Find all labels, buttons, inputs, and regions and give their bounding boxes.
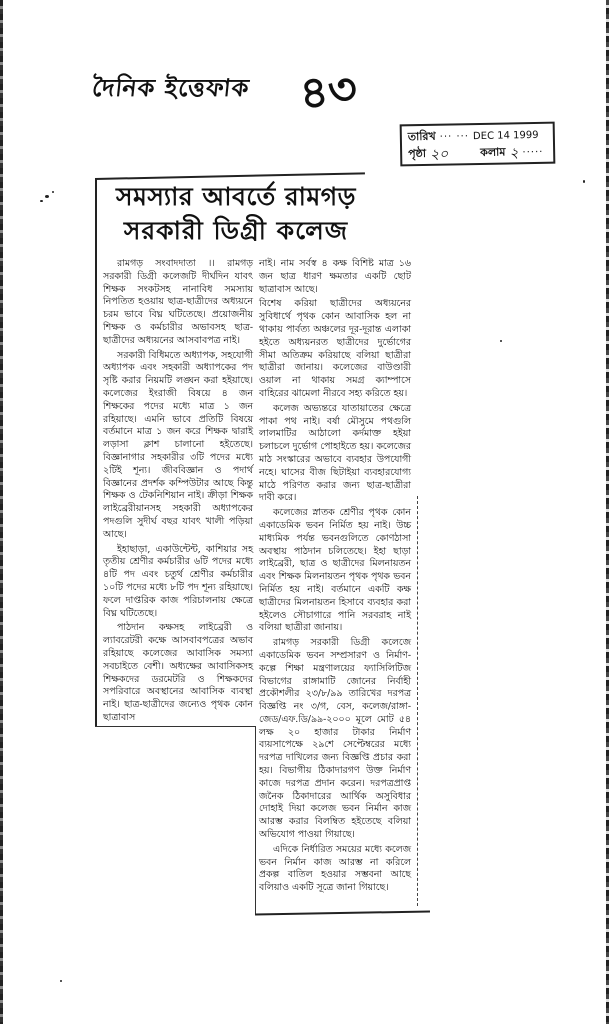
paragraph: সরকারী বিধিমতে অধ্যাপক, সহযোগী অধ্যাপক এবং সহকারী অধ্যাপকের পদ সৃষ্টি করার নিয়মটি লঙ্ঘন করা হইয়াছে। কলেজের ইংরাজী বিষয়ে ৪ জন শিক্ষকের পদের মধ্যে মাত্র ১ জন রহিয়াছে। এমনি ভাবে প্রতিটি বিষয়ে বর্তমানে মাত্র ১ জন করে শিক্ষক দ্বারাই লড়াসা ক্লাশ চালানো হইতেছে। বিজ্ঞানাগার সহকারীর ৩টি পদের মধ্যে ২টিই শূন্য। জীববিজ্ঞান ও পদার্থ বিজ্ঞানের প্রদর্শক কম্পিউটার আছে কিন্তু শিক্ষক ও টেকনিশিয়ান নাই। ক্রীড়া শিক্ষক লাইব্রেরীয়ানসহ সহকারী অধ্যাপকের পদগুলি সুদীর্ঘ বছর যাবৎ খালী পড়িয়া আছে। bbox=[103, 349, 253, 540]
article-headline bbox=[101, 180, 371, 248]
paragraph: নাই। নাম সর্বস্ব ৪ কক্ষ বিশিষ্ট মাত্র ১৬ জন ছাত্র ধারণ ক্ষমতার একটি ছোট ছাত্রাবাস আছে। bbox=[259, 258, 411, 295]
headline-line-1: সমস্যার আবর্তে রামগড় bbox=[115, 182, 357, 211]
stamp-page-row: পৃষ্ঠা ২০ কলাম ২ ····· bbox=[408, 144, 547, 163]
scan-speck bbox=[60, 980, 62, 982]
scan-speck bbox=[40, 200, 43, 202]
paragraph: কলেজের স্নাতক শ্রেণীর পৃথক কোন একাডেমিক ভবন নির্মিত হয় নাই। উচ্চ মাধ্যমিক পর্যন্ত ভবনগুলিতে কোণঠাসা অবস্থায় পাঠদান চলিতেছে। ইহা ছাড়া লাইব্রেরী, ছাত্র ও ছাত্রীদের মিলনায়তন এবং শিক্ষক মিলনায়তন পৃথক পৃথক ভবন নির্মিত হয় নাই। বর্তমানে একটি কক্ষ ছাত্রীদের মিলনায়তন হিসাবে ব্যবহার করা হইলেও সৌচাগারে পানি সরবরাহ নাই বলিয়া ছাত্রীরা জানায়। bbox=[259, 507, 411, 634]
archive-stamp bbox=[400, 122, 556, 167]
article-column-2 bbox=[259, 258, 411, 897]
paragraph: পাঠদান কক্ষসহ লাইব্রেরী ও ল্যাবরেটরী কক্ষে আসবাবপত্রের অভাব রহিয়াছে কলেজের আবাসিক সমস্যা সবচাইতে বেশী। অধ্যক্ষের আবাসিকসহ শিক্ষকদের ডরমেটরি ও শিক্ষকদের সপরিবারে অবস্থানের আবাসিক ব্যবস্থা নাই। ছাত্র-ছাত্রীদের জন্যেও পৃথক কোন ছাত্রাবাস bbox=[103, 622, 253, 723]
stamp-page-label: পৃষ্ঠা bbox=[408, 146, 427, 161]
paragraph: বিশেষ করিয়া ছাত্রীদের অধ্যয়নের সুবিধার্থে পৃথক কোন আবাসিক হল না থাকায় পার্বত্য অঞ্চলের দূর-দূরান্ত এলাকা হইতে অধ্যয়নরত ছাত্রীদের দুর্ভোগের সীমা অতিক্রম করিয়াছে বলিয়া ছাত্রীরা ছাত্রীরা জানায়। কলেজের বাউণ্ডারী ওয়াল না থাকায় সমগ্র ক্যাম্পাসে বাহিরের ঝামেলা নীরবে সহ্য করিতে হয়। bbox=[259, 298, 411, 399]
paragraph: কলেজ অভ্যন্তরে যাতায়াতের ক্ষেত্রে পাকা পথ নাই। বর্ষা মৌসুমে পথগুলি লালমাটির আঠালো কর্দমাক্ত হইয়া চলাচলে দুর্ভোগ পোহাইতে হয়। কলেজের মাঠ সংস্কারের অভাবে ব্যবহার উপযোগী নহে। ঘাসের বীজ ছিটাইয়া ব্যবহারযোগ্য মাঠে পরিণত করার জন্য ছাত্র-ছাত্রীরা দাবী করে। bbox=[259, 402, 411, 504]
article-column-1 bbox=[103, 258, 253, 727]
clip-border bbox=[255, 726, 256, 914]
headline-line-2: সরকারী ডিগ্রী কলেজ bbox=[123, 216, 349, 245]
clip-border bbox=[95, 172, 365, 180]
clip-border bbox=[417, 496, 419, 906]
news-clipping bbox=[95, 178, 425, 910]
paragraph: রামগড় সংবাদদাতা ।। রামগড় সরকারী ডিগ্রী কলেজটি দীর্ঘদিন যাবৎ শিক্ষক সংকটসহ নানাবিধ সমস্যায় নিপতিত হওয়ায় ছাত্র-ছাত্রীদের অধ্যয়নে চরম ভাবে বিঘ্ন ঘটিতেছে। প্রয়োজনীয় শিক্ষক ও কর্মচারীর অভাবসহ ছাত্র-ছাত্রীদের অধ্যয়নের আসবাবপত্র নাই। bbox=[103, 258, 253, 346]
clip-border bbox=[95, 178, 97, 726]
stamp-page-value: ২০ bbox=[429, 146, 449, 163]
paragraph: এদিকে নির্ধারিত সময়ের মধ্যে কলেজ ভবন নির্মান কাজ আরম্ভ না করিলে প্রকল্প বাতিল হওয়ার সম্ভবনা আছে বলিয়াও একটি সূত্রে জানা গিয়াছে। bbox=[259, 843, 411, 894]
scan-speck bbox=[52, 191, 54, 193]
stamp-column-label: কলাম bbox=[480, 145, 506, 159]
handwritten-number: ৪৩ bbox=[297, 63, 360, 120]
stamp-date-value: DEC 14 1999 bbox=[472, 129, 539, 143]
scan-edge-left bbox=[0, 0, 3, 1024]
scan-speck bbox=[583, 180, 585, 183]
stamp-column-value: ২ bbox=[509, 144, 519, 161]
paragraph: ইহাছাড়া, একাউন্টেন্ট, কাশিয়ার সহ তৃতীয় শ্রেণীর কর্মচারীর ৬টি পদের মধ্যে ৪টি পদ এবং চতুর্থ শ্রেণীর কর্মচারীর ১০টি পদের মধ্যে ৮টি পদ শূন্য রহিয়াছে। ফলে দাপ্তরিক কাজ পরিচালনায় ক্ষেত্রে বিঘ্ন ঘটিতেছে। bbox=[103, 543, 253, 619]
scan-speck bbox=[45, 195, 49, 198]
paragraph: রামগড় সরকারী ডিগ্রী কলেজে একাডেমিক ভবন সম্প্রসারণ ও নির্মাণ-কল্পে শিক্ষা মন্ত্রণালয়ের ফ্যাসিলিটিজ বিভাগের রাঙ্গামাটি জোনের নির্বাহী প্রকৌশলীর ২৩/৮/৯৯ তারিখের দরপত্র বিজ্ঞপ্তি নং ৩/গ, বেস, কলেজ/রাঙ্গা-জেড/এফ.ডি/৯৯-২০০০ মূলে মোট ৫৪ লক্ষ ২০ হাজার টাকার নির্মাণ ব্যয়সাপেক্ষে ২৯শে সেপ্টেম্বরের মধ্যে দরপত্র দাখিলের জন্য বিজ্ঞপ্তি প্রচার করা হয়। বিভাগীয় ঠিকাদারগণ উক্ত নির্মাণ কাজে দরপত্র প্রদান করেন। দরপত্রপ্রাপ্ত জনৈক ঠিকাদারের আর্থিক অসুবিধার দোহাই দিয়া কলেজ ভবন নির্মান কাজ আরম্ভ করার বিলম্বিত হইতেছে বলিয়া অভিযোগ পাওয়া গিয়াছে। bbox=[259, 637, 411, 841]
clip-border bbox=[255, 910, 430, 915]
newspaper-masthead: দৈনিক ইত্তেফাক bbox=[90, 74, 251, 102]
stamp-date-label: তারিখ bbox=[407, 129, 436, 144]
stamp-date-dots: ··· ··· bbox=[439, 131, 470, 143]
scan-speck bbox=[500, 340, 502, 342]
